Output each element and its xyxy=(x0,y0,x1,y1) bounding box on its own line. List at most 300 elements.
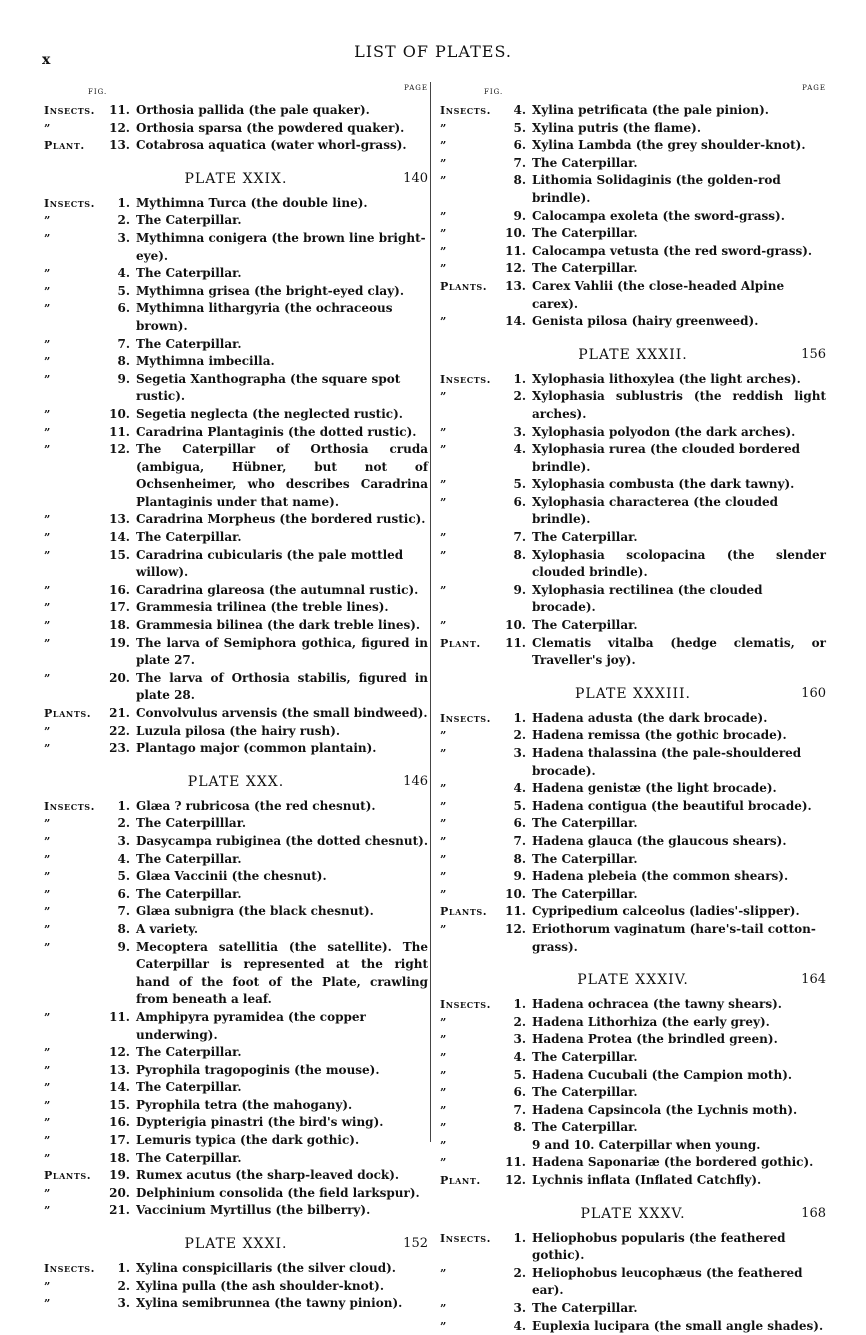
entry-figure-number: 11. xyxy=(505,1155,526,1170)
entry-figure-number: 23. xyxy=(109,741,130,756)
entry-category: ” xyxy=(440,443,447,457)
entry-figure-number: 8. xyxy=(513,547,526,562)
entry-description: Xylophasia lithoxylea (the light arches). xyxy=(532,371,801,386)
entry-category: ” xyxy=(44,671,51,685)
plate-entry xyxy=(440,815,826,833)
plate-entry xyxy=(440,710,826,728)
entry-figure-number: 12. xyxy=(505,261,526,276)
entry-category: ” xyxy=(440,870,447,884)
entry-figure-number: 1. xyxy=(117,1261,130,1276)
plate-entry xyxy=(44,212,428,230)
entry-description: Mecoptera satellitia (the satellite). The Caterpillar is represented at the right hand of the foot of the Plate, crawling from beneath a leaf. xyxy=(136,939,428,1007)
entry-description: Hadena thalassina (the pale-shouldered brocade). xyxy=(532,746,802,778)
entry-category: ” xyxy=(440,174,447,188)
entry-description: Pyrophila tetra (the mahogany). xyxy=(136,1097,353,1112)
entry-category: ” xyxy=(440,531,447,545)
entry-description: The Caterpillar. xyxy=(532,816,638,831)
plate-page-number: 164 xyxy=(801,972,826,988)
entry-figure-number: 11. xyxy=(109,103,130,117)
entry-figure-number: 7. xyxy=(513,833,526,848)
entry-category: Insects. xyxy=(440,372,492,386)
entry-figure-number: 20. xyxy=(109,670,130,685)
plate-entry xyxy=(44,723,428,741)
entry-description: Luzula pilosa (the hairy rush). xyxy=(136,723,341,738)
entry-category: ” xyxy=(44,231,51,245)
entry-figure-number: 6. xyxy=(513,816,526,831)
entry-description: The larva of Orthosia stabilis, figured in plate 28. xyxy=(136,670,428,703)
entry-category: ” xyxy=(44,922,51,936)
entry-figure-number: 1. xyxy=(117,195,130,210)
plate-entry xyxy=(440,243,826,261)
entry-figure-number: 1. xyxy=(513,997,526,1012)
plate-title: PLATE XXIX. xyxy=(184,170,288,187)
entry-description: The Caterpillar. xyxy=(532,618,638,633)
plate-entry xyxy=(440,278,826,313)
entry-category: ” xyxy=(440,922,447,936)
entry-figure-number: 12. xyxy=(109,442,130,457)
entry-category: ” xyxy=(44,583,51,597)
plate-entry xyxy=(44,815,428,833)
entry-description: Orthosia pallida (the pale quaker). xyxy=(136,103,370,117)
entry-figure-number: 12. xyxy=(109,1045,130,1060)
entry-category: ” xyxy=(44,337,51,351)
entry-category: ” xyxy=(440,1015,447,1029)
entry-figure-number: 20. xyxy=(109,1185,130,1200)
plate-entry xyxy=(440,780,826,798)
entry-category: ” xyxy=(440,747,447,760)
plate-entry xyxy=(44,511,428,529)
entry-description: The larva of Semiphora gothica, figured in plate 27. xyxy=(136,635,428,668)
plate-entry xyxy=(44,1097,428,1115)
plate-entry xyxy=(440,1102,826,1120)
entry-category: ” xyxy=(44,940,51,954)
entry-category: Insects. xyxy=(440,711,492,725)
entry-category: ” xyxy=(440,1103,447,1117)
entry-figure-number: 6. xyxy=(513,1085,526,1100)
entry-category: ” xyxy=(440,1050,447,1064)
page-title: LIST OF PLATES. xyxy=(354,42,512,61)
plate-title: PLATE XXXIII. xyxy=(574,685,691,702)
entry-description: The Caterpillar. xyxy=(532,1049,638,1064)
entry-figure-number: 11. xyxy=(109,1009,130,1024)
entry-figure-number: 8. xyxy=(117,354,130,369)
plate-entry xyxy=(44,371,428,406)
plate-entry xyxy=(440,476,826,494)
plate-entry xyxy=(44,1114,428,1132)
plate-section xyxy=(440,102,826,331)
entry-category: ” xyxy=(440,1138,447,1152)
entry-description: Hadena glauca (the glaucous shears). xyxy=(532,833,787,848)
entry-figure-number: 12. xyxy=(505,1173,526,1188)
entry-description: The Caterpillar. xyxy=(532,155,638,170)
plate-entry xyxy=(440,886,826,904)
entry-description: The Caterpillar. xyxy=(532,226,638,241)
entry-description: Glæa subnigra (the black chesnut). xyxy=(136,904,374,919)
plate-entry xyxy=(440,851,826,869)
entry-figure-number: 2. xyxy=(513,728,526,743)
plate-entry xyxy=(44,441,428,511)
entry-description: 9 and 10. Caterpillar when young. xyxy=(532,1137,761,1152)
entry-figure-number: 8. xyxy=(117,921,130,936)
entry-category: ” xyxy=(440,262,447,276)
entry-figure-number: 22. xyxy=(109,723,130,738)
entry-figure-number: 9. xyxy=(513,869,526,884)
entry-figure-number: 2. xyxy=(513,1014,526,1029)
entry-description: Hadena ochracea (the tawny shears). xyxy=(532,997,782,1012)
entry-figure-number: 3. xyxy=(513,746,526,760)
entry-figure-number: 18. xyxy=(109,618,130,633)
plate-entry xyxy=(44,798,428,816)
plate-entry xyxy=(44,336,428,354)
entry-description: Rumex acutus (the sharp-leaved dock). xyxy=(136,1168,400,1183)
entry-figure-number: 7. xyxy=(117,336,130,351)
entry-description: Dasycampa rubiginea (the dotted chesnut). xyxy=(136,833,429,848)
entry-description: Caradrina glareosa (the autumnal rustic). xyxy=(136,582,419,597)
entry-description: Caradrina Plantaginis (the dotted rustic). xyxy=(136,424,417,439)
entry-category: ” xyxy=(440,852,447,866)
plate-entry xyxy=(440,1014,826,1032)
entry-category: ” xyxy=(44,887,51,901)
entry-category: ” xyxy=(44,834,51,848)
entry-figure-number: 1. xyxy=(513,1230,526,1245)
entry-figure-number: 3. xyxy=(513,424,526,439)
entry-category: ” xyxy=(44,121,51,135)
entry-figure-number: 16. xyxy=(109,582,130,597)
entry-category: ” xyxy=(440,619,447,633)
plate-section xyxy=(440,347,826,670)
entry-description: The Caterpillar. xyxy=(136,1045,242,1060)
plate-entry xyxy=(440,1049,826,1067)
entry-figure-number: 2. xyxy=(513,1265,526,1280)
entry-figure-number: 10. xyxy=(505,226,526,241)
entry-figure-number: 6. xyxy=(513,494,526,509)
plate-title: PLATE XXX. xyxy=(187,773,285,790)
plate-entry xyxy=(440,208,826,226)
plate-page-number: 168 xyxy=(801,1205,826,1221)
entry-category: Plants. xyxy=(440,279,488,293)
plate-entry xyxy=(440,1031,826,1049)
column-header xyxy=(44,84,428,102)
plate-entry xyxy=(440,1137,826,1155)
entry-figure-number: 7. xyxy=(513,155,526,170)
plate-entry xyxy=(440,137,826,155)
entry-category: ” xyxy=(44,724,51,738)
plate-entry xyxy=(440,1318,826,1335)
entry-figure-number: 14. xyxy=(109,1080,130,1095)
entry-figure-number: 5. xyxy=(513,477,526,492)
entry-figure-number: 21. xyxy=(109,706,130,720)
plate-entry xyxy=(440,1154,826,1172)
plate-entry xyxy=(440,547,826,582)
entry-category: ” xyxy=(44,1204,51,1218)
entry-description: Glæa Vaccinii (the chesnut). xyxy=(136,869,327,884)
plate-section xyxy=(44,1236,428,1313)
entry-figure-number: 14. xyxy=(109,530,130,545)
entry-description: Glæa ? rubricosa (the red chesnut). xyxy=(136,798,376,813)
right-column xyxy=(440,84,826,1335)
entry-category: ” xyxy=(440,782,447,796)
plate-page-number: 152 xyxy=(403,1236,428,1252)
entry-description: The Caterpillar. xyxy=(532,1120,638,1135)
entry-category: ” xyxy=(440,139,447,153)
entry-description: Xylophasia scolopacina (the slender clouded brindle). xyxy=(532,547,826,580)
entry-category: ” xyxy=(440,583,447,597)
plate-entry xyxy=(44,1202,428,1220)
entry-figure-number: 6. xyxy=(513,138,526,153)
plate-entry xyxy=(44,939,428,1009)
entry-figure-number: 7. xyxy=(513,1102,526,1117)
entry-category: ” xyxy=(44,1279,51,1293)
entry-category: ” xyxy=(44,425,51,439)
entry-figure-number: 5. xyxy=(513,1067,526,1082)
plate-entry xyxy=(440,225,826,243)
entry-description: Hadena plebeia (the common shears). xyxy=(532,869,789,884)
entry-figure-number: 14. xyxy=(505,314,526,329)
entry-figure-number: 19. xyxy=(109,1168,130,1183)
entry-figure-number: 1. xyxy=(513,710,526,725)
plate-entry xyxy=(44,300,428,335)
entry-description: Xylophasia polyodon (the dark arches). xyxy=(532,424,796,439)
entry-figure-number: 7. xyxy=(513,530,526,545)
entry-category: ” xyxy=(44,1098,51,1112)
entry-figure-number: 15. xyxy=(109,547,130,562)
entry-category: ” xyxy=(44,852,51,866)
entry-description: Cotabrosa aquatica (water whorl-grass). xyxy=(136,138,407,153)
entry-description: Euplexia lucipara (the small angle shades). xyxy=(532,1318,824,1333)
entry-figure-number: 3. xyxy=(117,1296,130,1311)
plate-entry xyxy=(440,260,826,278)
plate-entry xyxy=(44,903,428,921)
entry-figure-number: 2. xyxy=(117,816,130,831)
entry-category: ” xyxy=(44,548,51,562)
entry-category: Plant. xyxy=(440,636,481,650)
plate-entry xyxy=(44,1167,428,1185)
entry-description: Xylina conspicillaris (the silver cloud). xyxy=(136,1261,396,1276)
plate-entry xyxy=(44,886,428,904)
plate-entry xyxy=(440,155,826,173)
entry-category: ” xyxy=(440,817,447,831)
plate-entry xyxy=(440,921,826,956)
plate-entry xyxy=(440,582,826,617)
entry-description: The Caterpillar. xyxy=(136,886,242,901)
plate-entry xyxy=(44,740,428,758)
plate-entry xyxy=(440,120,826,138)
plate-entry xyxy=(440,1265,826,1300)
entry-figure-number: 4. xyxy=(117,851,130,866)
entry-description: Dypterigia pinastri (the bird's wing). xyxy=(136,1115,384,1130)
plate-title: PLATE XXXI. xyxy=(184,1236,288,1253)
plate-entry xyxy=(44,833,428,851)
entry-figure-number: 2. xyxy=(513,389,526,404)
entry-figure-number: 9. xyxy=(513,208,526,223)
entry-figure-number: 11. xyxy=(109,424,130,439)
entry-description: Eriothorum vaginatum (hare's-tail cotton-grass). xyxy=(532,921,816,954)
entry-category: ” xyxy=(44,302,51,316)
plate-title: PLATE XXXV. xyxy=(580,1205,686,1222)
entry-figure-number: 8. xyxy=(513,173,526,188)
plate-entry xyxy=(44,1260,428,1278)
plate-entry xyxy=(440,441,826,476)
entry-description: Lychnis inflata (Inflated Catchfly). xyxy=(532,1173,762,1188)
entry-category: Insects. xyxy=(44,196,96,210)
entry-figure-number: 16. xyxy=(109,1115,130,1130)
plate-page-number: 160 xyxy=(801,685,826,701)
entry-category: Plants. xyxy=(44,1169,92,1183)
entry-figure-number: 13. xyxy=(109,138,130,153)
plate-entry xyxy=(44,1295,428,1313)
entry-figure-number: 4. xyxy=(513,1318,526,1333)
entry-figure-number: 13. xyxy=(505,278,526,293)
entry-description: Xylina petrificata (the pale pinion). xyxy=(532,103,769,117)
entry-figure-number: 5. xyxy=(513,798,526,813)
entry-description: The Caterpillar. xyxy=(532,261,638,276)
plate-section xyxy=(44,171,428,758)
plate-entry xyxy=(44,582,428,600)
entry-description: Xylina semibrunnea (the tawny pinion). xyxy=(136,1296,403,1311)
entry-figure-number: 15. xyxy=(109,1097,130,1112)
entry-figure-number: 12. xyxy=(505,921,526,936)
fig-label: FIG. xyxy=(484,88,504,96)
entry-figure-number: 9. xyxy=(117,371,130,386)
entry-category: Insects. xyxy=(44,104,96,117)
plate-entry xyxy=(44,599,428,617)
plate-entry xyxy=(440,102,826,120)
entry-description: The Caterpillar of Orthosia cruda (ambigua, Hübner, but not of Ochsenheimer, who describes Caradrina Plantaginis under that name). xyxy=(136,442,428,509)
entry-description: Caradrina Morpheus (the bordered rustic). xyxy=(136,512,426,527)
entry-category: ” xyxy=(44,1186,51,1200)
entry-figure-number: 13. xyxy=(109,1062,130,1077)
entry-category: ” xyxy=(440,799,447,813)
plate-entry xyxy=(440,1300,826,1318)
entry-figure-number: 2. xyxy=(117,1278,130,1293)
entry-description: Xylina pulla (the ash shoulder-knot). xyxy=(136,1278,384,1293)
entry-category: ” xyxy=(440,834,447,848)
entry-category: Insects. xyxy=(440,998,492,1012)
entry-description: Cypripedium calceolus (ladies'-slipper). xyxy=(532,904,800,919)
entry-category: ” xyxy=(44,531,51,545)
entry-category: ” xyxy=(440,315,447,329)
entry-description: Mythimna Turca (the double line). xyxy=(136,195,368,210)
entry-category: ” xyxy=(440,478,447,492)
entry-category: Plants. xyxy=(440,905,488,919)
entry-category: ” xyxy=(440,1302,447,1316)
entry-figure-number: 4. xyxy=(513,442,526,457)
entry-category: ” xyxy=(440,1319,447,1333)
plate-section xyxy=(440,686,826,956)
entry-description: Hadena remissa (the gothic brocade). xyxy=(532,728,787,743)
entry-category: ” xyxy=(44,817,51,831)
entry-figure-number: 19. xyxy=(109,635,130,650)
entry-description: Xylophasia sublustris (the reddish light arches). xyxy=(532,389,826,421)
plate-heading xyxy=(440,347,826,365)
plate-entry xyxy=(440,617,826,635)
plate-entry xyxy=(440,494,826,529)
plate-entry xyxy=(44,705,428,723)
plate-entry xyxy=(440,798,826,816)
left-column xyxy=(44,84,428,1313)
entry-figure-number: 4. xyxy=(117,266,130,281)
entry-description: Orthosia sparsa (the powdered quaker). xyxy=(136,120,405,135)
entry-description: Hadena Capsincola (the Lychnis moth). xyxy=(532,1102,798,1117)
entry-description: Hadena contigua (the beautiful brocade). xyxy=(532,798,812,813)
entry-figure-number: 12. xyxy=(109,120,130,135)
plate-entry xyxy=(440,1230,826,1265)
entry-category: ” xyxy=(440,548,447,562)
entry-category: Insects. xyxy=(44,799,96,813)
entry-category: ” xyxy=(44,284,51,298)
entry-description: Pyrophila tragopoginis (the mouse). xyxy=(136,1062,380,1077)
entry-figure-number: 11. xyxy=(505,243,526,258)
entry-category: Insects. xyxy=(44,1262,96,1276)
plate-entry xyxy=(44,283,428,301)
entry-category: ” xyxy=(44,905,51,919)
entry-figure-number: 1. xyxy=(117,798,130,813)
plate-entry xyxy=(440,1084,826,1102)
entry-figure-number: 3. xyxy=(117,230,130,245)
entry-category: Plant. xyxy=(440,1174,481,1188)
plate-entry xyxy=(440,635,826,670)
entry-description: Plantago major (common plantain). xyxy=(136,741,377,756)
plate-entry xyxy=(44,230,428,265)
entry-description: The Caterpillar. xyxy=(532,886,638,901)
entry-description: Hadena Saponariæ (the bordered gothic). xyxy=(532,1155,814,1170)
entry-figure-number: 5. xyxy=(117,869,130,884)
plate-heading xyxy=(44,774,428,792)
entry-description: The Caterpillar. xyxy=(136,213,242,228)
plate-entry xyxy=(44,1062,428,1080)
entry-description: Xylophasia combusta (the dark tawny). xyxy=(532,477,795,492)
entry-description: Mythimna grisea (the bright-eyed clay). xyxy=(136,283,405,298)
entry-figure-number: 6. xyxy=(117,886,130,901)
entry-category: ” xyxy=(440,425,447,439)
entry-category: ” xyxy=(44,1063,51,1077)
plate-heading xyxy=(44,171,428,189)
plate-entry xyxy=(44,670,428,705)
entry-figure-number: 10. xyxy=(505,618,526,633)
entry-description: The Caterpilllar. xyxy=(136,816,247,831)
entry-figure-number: 7. xyxy=(117,904,130,919)
entry-figure-number: 6. xyxy=(117,301,130,316)
entry-description: Hadena Protea (the brindled green). xyxy=(532,1032,778,1047)
plate-entry xyxy=(44,195,428,213)
entry-category: ” xyxy=(44,1134,51,1148)
entry-figure-number: 3. xyxy=(513,1301,526,1316)
plate-entry xyxy=(44,1009,428,1044)
entry-figure-number: 10. xyxy=(505,886,526,901)
entry-category: ” xyxy=(440,1086,447,1100)
entry-description: The Caterpillar. xyxy=(136,1150,242,1165)
entry-category: Plants. xyxy=(44,707,92,720)
fig-label: FIG. xyxy=(88,88,108,96)
entry-category: ” xyxy=(440,1266,447,1280)
entry-description: Calocampa exoleta (the sword-grass). xyxy=(532,208,785,223)
entry-description: Xylophasia rurea (the clouded bordered brindle). xyxy=(532,442,800,474)
entry-category: ” xyxy=(44,1010,51,1024)
plate-entry xyxy=(440,424,826,442)
entry-figure-number: 11. xyxy=(505,635,526,650)
entry-description: The Caterpillar. xyxy=(136,336,242,351)
entry-figure-number: 4. xyxy=(513,103,526,117)
plate-entry xyxy=(44,617,428,635)
plate-entry xyxy=(440,371,826,389)
entry-figure-number: 21. xyxy=(109,1203,130,1218)
entry-description: Grammesia bilinea (the dark treble lines). xyxy=(136,618,421,633)
plate-entry xyxy=(44,921,428,939)
entry-figure-number: 13. xyxy=(109,512,130,527)
plate-entry xyxy=(440,1172,826,1190)
plate-section xyxy=(440,972,826,1190)
entry-description: A variety. xyxy=(136,921,199,936)
